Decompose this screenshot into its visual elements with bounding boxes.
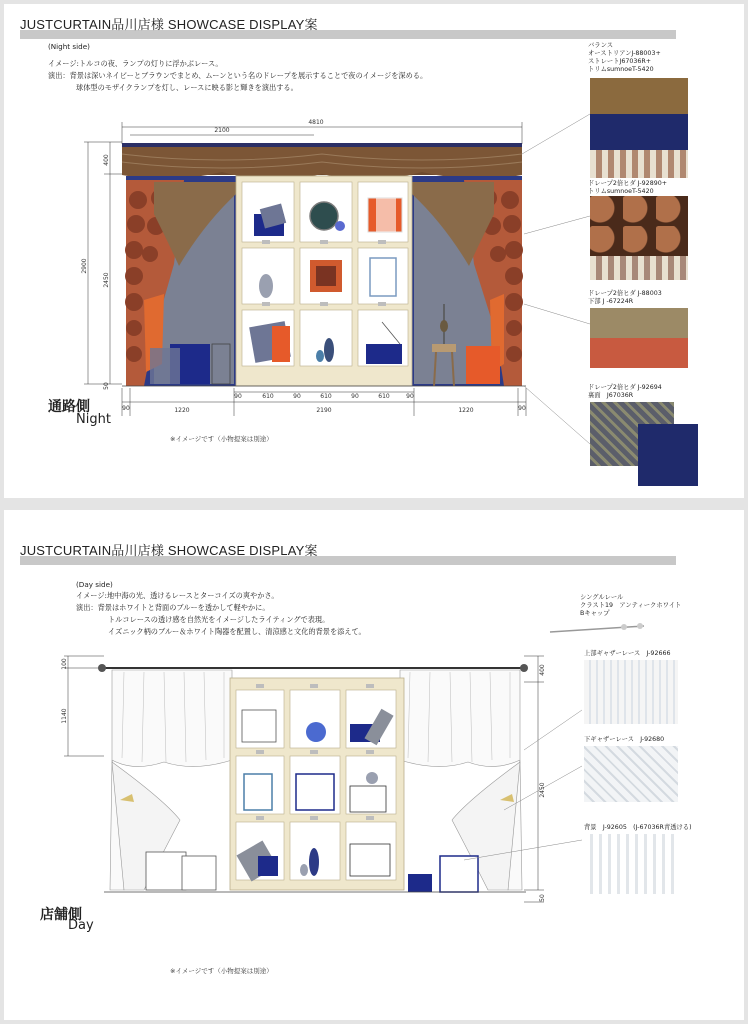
dim-height-main: 2450 [103,272,110,288]
area-label-jp: 通路側 [48,399,90,415]
image-note: ※イメージです（小物提案は別途） [170,967,273,975]
day-sheet [4,510,744,1020]
side-label: (Day side) [76,580,113,589]
dim-b4: 610 [262,393,274,400]
dim-height-top: 400 [103,154,110,166]
concept-line-1: イメージ:トルコの夜、ランプの灯りに浮かぶレース。 [48,59,223,68]
sample-label-4: 背景 J-92605 (J-67036R青透ける) [584,824,692,831]
dim-height-bottom: 50 [103,382,110,390]
concept-line-2: 演出：背景は深いネイビーとブラウンでまとめ、ムーンという名のドレープを展示することで夜のイメージを深める。 [48,71,428,80]
dim-b8: 610 [378,393,390,400]
sample-label-2: 上部ギャザーレース J-92666 [584,650,671,657]
sample-swatch-1 [590,78,688,178]
dim-overall: 4810 [308,119,324,126]
dim-height-top: 100 [61,658,68,670]
sample-swatch-3 [590,308,688,368]
dim-b9: 90 [406,393,414,400]
night-sheet [4,4,744,498]
dim-height-bottom: 50 [539,894,546,902]
side-label: (Night side) [48,42,90,51]
dim-height-total: 2900 [81,258,88,274]
dim-right-top: 400 [539,664,546,676]
dim-left-top: 2100 [214,127,230,134]
dim-b2: 1220 [174,407,190,414]
area-label-en: Night [76,412,111,427]
concept-line-1: イメージ:地中海の光、透けるレースとターコイズの爽やかさ。 [76,591,279,600]
area-label-en: Day [68,918,94,933]
concept-line-3: トルコレースの透け感を自然光をイメージしたライティングで表現。 [108,615,330,624]
area-label-jp: 店舗側 [40,907,82,923]
sample-label-3: 下ギャザーレース J-92680 [584,736,665,743]
dim-b5: 90 [293,393,301,400]
sample-swatch-3 [584,746,678,802]
sample-swatch-2 [590,196,688,280]
dim-b10: 2190 [316,407,332,414]
dim-b11: 1220 [458,407,474,414]
concept-line-2: 演出：背景はホワイトと背面のブルーを透かして軽やかに。 [76,603,270,612]
sample-swatch-4 [584,834,678,894]
sample-label-1: シングルレール クラスト19 アンティークホワイト Bキャップ [580,594,682,617]
page-title: JUSTCURTAIN品川店様 SHOWCASE DISPLAY案 [20,543,318,558]
dim-b12: 90 [518,405,526,412]
sample-label-4: ドレープ2倍ヒダ J-92694 裏面 J67036R [588,384,662,399]
dim-height-mid: 1140 [61,708,68,724]
page-title: JUSTCURTAIN品川店様 SHOWCASE DISPLAY案 [20,17,318,32]
dim-height-main: 2450 [539,782,546,798]
image-note: ※イメージです（小物提案は別途） [170,435,273,443]
sample-swatch-2 [584,660,678,724]
dim-b3: 90 [234,393,242,400]
sample-label-1: バランス オーストリアンJ-88003+ ストレートJ67036R+ トリムsumnoeT-5420 [588,42,661,73]
concept-line-4: イズニック柄のブルー＆ホワイト陶器を配置し、清涼感と文化的背景を添えて。 [108,627,366,636]
sample-label-3: ドレープ2倍ヒダ J-88003 下部 J -67224R [588,290,662,305]
dim-b6: 610 [320,393,332,400]
dim-b1: 90 [122,405,130,412]
sample-label-2: ドレープ2倍ヒダ J-92890+ トリムsumnoeT-5420 [588,180,667,195]
concept-line-3: 球体型のモザイクランプを灯し、レースに映る影と輝きを演出する。 [76,83,298,92]
dim-b7: 90 [351,393,359,400]
sample-swatch-4b [638,424,698,486]
